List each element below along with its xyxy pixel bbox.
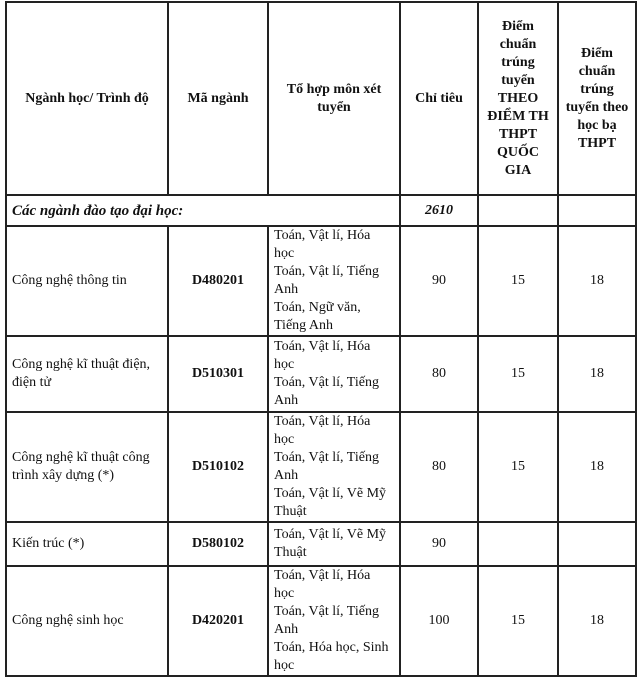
group-label: Các ngành đào tạo đại học:	[6, 195, 400, 226]
group-row	[6, 195, 636, 226]
quota: 80	[400, 412, 478, 522]
score-transcript: 18	[558, 226, 636, 336]
major-name: Công nghệ thông tin	[6, 226, 168, 336]
quota: 90	[400, 522, 478, 566]
header-major: Ngành học/ Trình độ	[6, 2, 168, 195]
score-transcript: 18	[558, 412, 636, 522]
subject-combo: Toán, Ngữ văn, Tiếng Anh	[274, 300, 361, 333]
table-row	[6, 566, 636, 676]
quota: 80	[400, 336, 478, 412]
table-row	[6, 522, 636, 566]
score-national	[478, 522, 558, 566]
quota: 100	[400, 566, 478, 676]
major-name: Kiến trúc (*)	[6, 522, 168, 566]
group-empty-cell	[478, 195, 558, 226]
subject-combo: Toán, Vật lí, Hóa học	[274, 568, 371, 601]
score-national: 15	[478, 336, 558, 412]
header-score-transcript: Điểm chuẩn trúng tuyển theo học bạ THPT	[558, 2, 636, 195]
table-row	[6, 412, 636, 522]
score-national: 15	[478, 566, 558, 676]
score-transcript: 18	[558, 336, 636, 412]
major-name: Công nghệ kĩ thuật điện, điện tử	[6, 336, 168, 412]
major-code: D510301	[168, 336, 268, 412]
subject-combo: Toán, Vật lí, Tiếng Anh	[274, 375, 379, 408]
subject-combos	[268, 522, 400, 566]
major-code: D480201	[168, 226, 268, 336]
subject-combo: Toán, Vật lí, Tiếng Anh	[274, 264, 379, 297]
subject-combo: Toán, Vật lí, Tiếng Anh	[274, 604, 379, 637]
table-row	[6, 226, 636, 336]
score-transcript	[558, 522, 636, 566]
subject-combo: Toán, Vật lí, Vẽ Mỹ Thuật	[274, 527, 387, 560]
subject-combos	[268, 412, 400, 522]
subject-combos	[268, 336, 400, 412]
header-score-national: Điểm chuẩn trúng tuyển THEO ĐIỂM TH THPT QUỐC GIA	[478, 2, 558, 195]
subject-combo: Toán, Vật lí, Hóa học	[274, 339, 371, 372]
major-name: Công nghệ kĩ thuật công trình xây dựng (*)	[6, 412, 168, 522]
major-code: D580102	[168, 522, 268, 566]
subject-combo: Toán, Vật lí, Hóa học	[274, 228, 371, 261]
quota: 90	[400, 226, 478, 336]
score-transcript: 18	[558, 566, 636, 676]
subject-combo: Toán, Vật lí, Vẽ Mỹ Thuật	[274, 486, 387, 519]
subject-combo: Toán, Vật lí, Hóa học	[274, 414, 371, 447]
group-total-quota: 2610	[400, 195, 478, 226]
header-code: Mã ngành	[168, 2, 268, 195]
subject-combo: Toán, Hóa học, Sinh học	[274, 640, 389, 673]
subject-combos	[268, 226, 400, 336]
major-name: Công nghệ sinh học	[6, 566, 168, 676]
header-subject-combos: Tổ hợp môn xét tuyển	[268, 2, 400, 195]
group-empty-cell	[558, 195, 636, 226]
subject-combo: Toán, Vật lí, Tiếng Anh	[274, 450, 379, 483]
subject-combos	[268, 566, 400, 676]
admission-scores-table	[5, 1, 637, 677]
table-row	[6, 336, 636, 412]
score-national: 15	[478, 226, 558, 336]
header-row	[6, 2, 636, 195]
major-code: D420201	[168, 566, 268, 676]
score-national: 15	[478, 412, 558, 522]
major-code: D510102	[168, 412, 268, 522]
header-quota: Chỉ tiêu	[400, 2, 478, 195]
